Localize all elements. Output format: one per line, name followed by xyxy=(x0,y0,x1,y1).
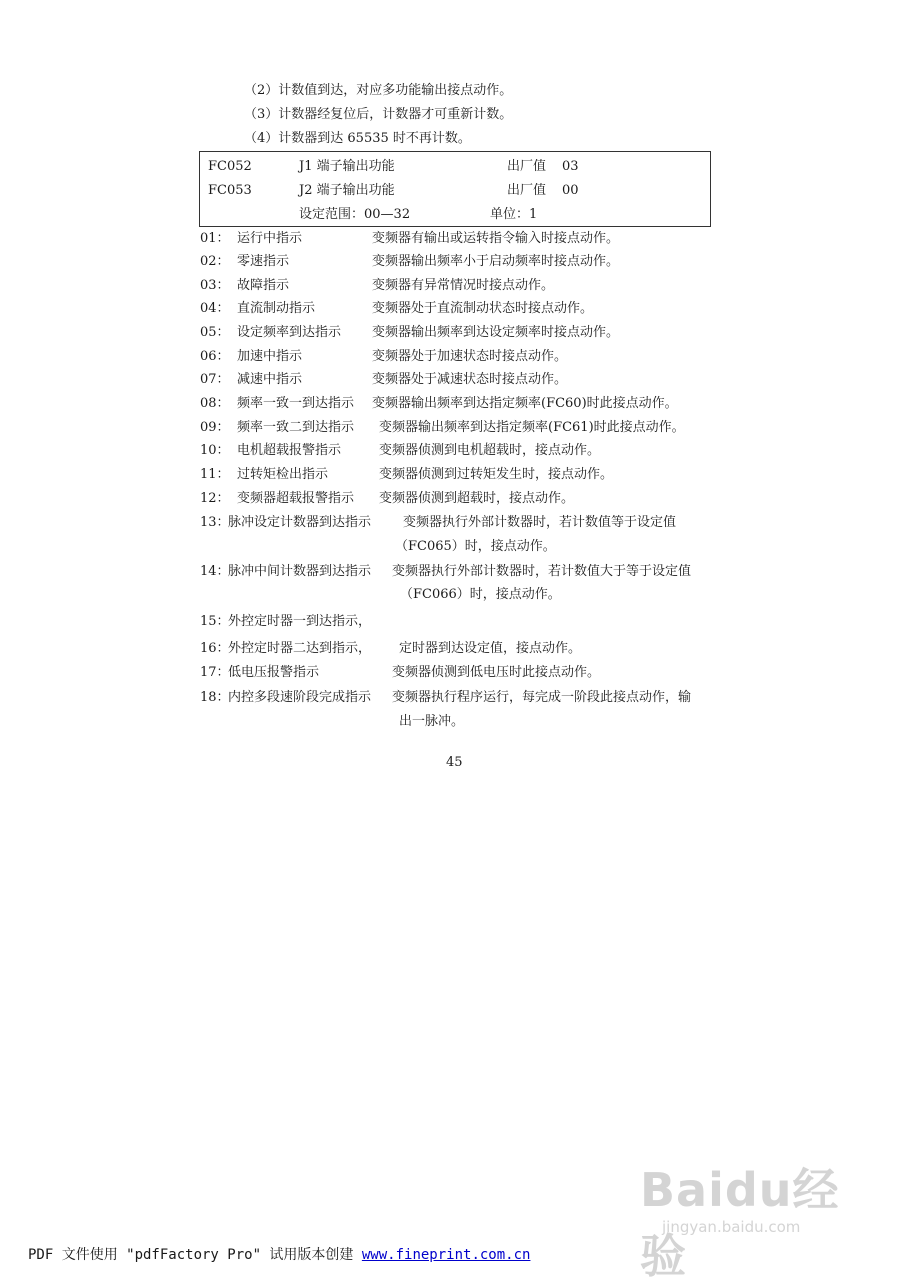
param-name: J1 端子输出功能 xyxy=(299,159,395,174)
intro-line: （4）计数器到达 65535 时不再计数。 xyxy=(244,131,471,146)
footer-text: PDF 文件使用 "pdfFactory Pro" 试用版本创建 xyxy=(28,1247,362,1263)
item-name: 直流制动指示 xyxy=(237,301,316,316)
item-description: 变频器侦测到电机超载时，接点动作。 xyxy=(379,443,601,458)
item-description: 变频器执行外部计数器时，若计数值等于设定值 xyxy=(403,515,677,530)
param-default-label: 出厂值 xyxy=(507,183,547,198)
param-code: FC053 xyxy=(208,183,252,198)
watermark-url: jingyan.baidu.com xyxy=(662,1218,801,1236)
item-name: 内控多段速阶段完成指示 xyxy=(228,690,372,705)
item-name: 外控定时器一到达指示， xyxy=(228,614,372,629)
watermark-brand: Baidu经验 xyxy=(640,1163,840,1283)
item-description-continued: 出一脉冲。 xyxy=(399,714,465,729)
item-description: 变频器有异常情况时接点动作。 xyxy=(372,278,555,293)
item-number: 04： xyxy=(200,301,230,316)
item-description: 变频器输出频率小于启动频率时接点动作。 xyxy=(372,254,620,269)
intro-line: （3）计数器经复位后，计数器才可重新计数。 xyxy=(244,107,513,122)
item-name: 频率一致一到达指示 xyxy=(237,396,355,411)
param-code: FC052 xyxy=(208,159,252,174)
param-unit: 单位：1 xyxy=(490,207,538,222)
baidu-jingyan-watermark xyxy=(640,1140,880,1283)
item-number: 14： xyxy=(200,564,230,579)
item-number: 10： xyxy=(200,443,230,458)
param-name: J2 端子输出功能 xyxy=(299,183,395,198)
item-number: 07： xyxy=(200,372,230,387)
item-name: 减速中指示 xyxy=(237,372,303,387)
item-name: 加速中指示 xyxy=(237,349,303,364)
item-number: 03： xyxy=(200,278,230,293)
item-number: 05： xyxy=(200,325,230,340)
item-name: 脉冲中间计数器到达指示 xyxy=(228,564,372,579)
item-name: 零速指示 xyxy=(237,254,290,269)
item-description: 变频器输出频率到达指定频率(FC60)时此接点动作。 xyxy=(372,396,678,411)
item-name: 故障指示 xyxy=(237,278,290,293)
item-description: 变频器执行程序运行，每完成一阶段此接点动作，输 xyxy=(392,690,692,705)
item-name: 运行中指示 xyxy=(237,231,303,246)
item-description: 变频器输出频率到达设定频率时接点动作。 xyxy=(372,325,620,340)
item-number: 18： xyxy=(200,690,230,705)
item-name: 频率一致二到达指示 xyxy=(237,420,355,435)
item-number: 15： xyxy=(200,614,230,629)
parameter-box xyxy=(199,151,711,227)
item-number: 02： xyxy=(200,254,230,269)
footer-link[interactable]: www.fineprint.com.cn xyxy=(361,1247,531,1263)
param-default-value: 00 xyxy=(562,183,579,198)
item-description: 变频器有输出或运转指令输入时接点动作。 xyxy=(372,231,620,246)
item-description: 变频器执行外部计数器时，若计数值大于等于设定值 xyxy=(392,564,692,579)
item-number: 08： xyxy=(200,396,230,411)
item-description-continued: （FC066）时，接点动作。 xyxy=(400,587,561,602)
intro-line: （2）计数值到达，对应多功能输出接点动作。 xyxy=(244,83,513,98)
item-number: 12： xyxy=(200,491,230,506)
item-description: 变频器处于直流制动状态时接点动作。 xyxy=(372,301,594,316)
item-name: 低电压报警指示 xyxy=(228,665,320,680)
param-default-label: 出厂值 xyxy=(507,159,547,174)
item-name: 设定频率到达指示 xyxy=(237,325,342,340)
pdf-footer xyxy=(28,1248,530,1262)
item-number: 11： xyxy=(200,467,230,482)
page-number: 45 xyxy=(446,755,463,770)
item-name: 过转矩检出指示 xyxy=(237,467,329,482)
param-range: 设定范围：00—32 xyxy=(299,207,411,222)
item-number: 09： xyxy=(200,420,230,435)
item-description: 变频器输出频率到达指定频率(FC61)时此接点动作。 xyxy=(379,420,685,435)
param-default-value: 03 xyxy=(562,159,579,174)
item-name: 变频器超载报警指示 xyxy=(237,491,355,506)
item-description: 变频器处于减速状态时接点动作。 xyxy=(372,372,568,387)
item-description: 变频器侦测到低电压时此接点动作。 xyxy=(392,665,601,680)
item-description: 变频器侦测到超载时，接点动作。 xyxy=(379,491,575,506)
item-number: 16： xyxy=(200,641,230,656)
item-description: 变频器处于加速状态时接点动作。 xyxy=(372,349,568,364)
item-name: 外控定时器二达到指示， xyxy=(228,641,372,656)
item-description: 变频器侦测到过转矩发生时，接点动作。 xyxy=(379,467,614,482)
item-number: 01： xyxy=(200,231,230,246)
item-description-continued: （FC065）时，接点动作。 xyxy=(395,539,556,554)
item-number: 13： xyxy=(200,515,230,530)
item-description: 定时器到达设定值，接点动作。 xyxy=(399,641,582,656)
item-name: 电机超载报警指示 xyxy=(237,443,342,458)
item-name: 脉冲设定计数器到达指示 xyxy=(228,515,372,530)
item-number: 06： xyxy=(200,349,230,364)
item-number: 17： xyxy=(200,665,230,680)
